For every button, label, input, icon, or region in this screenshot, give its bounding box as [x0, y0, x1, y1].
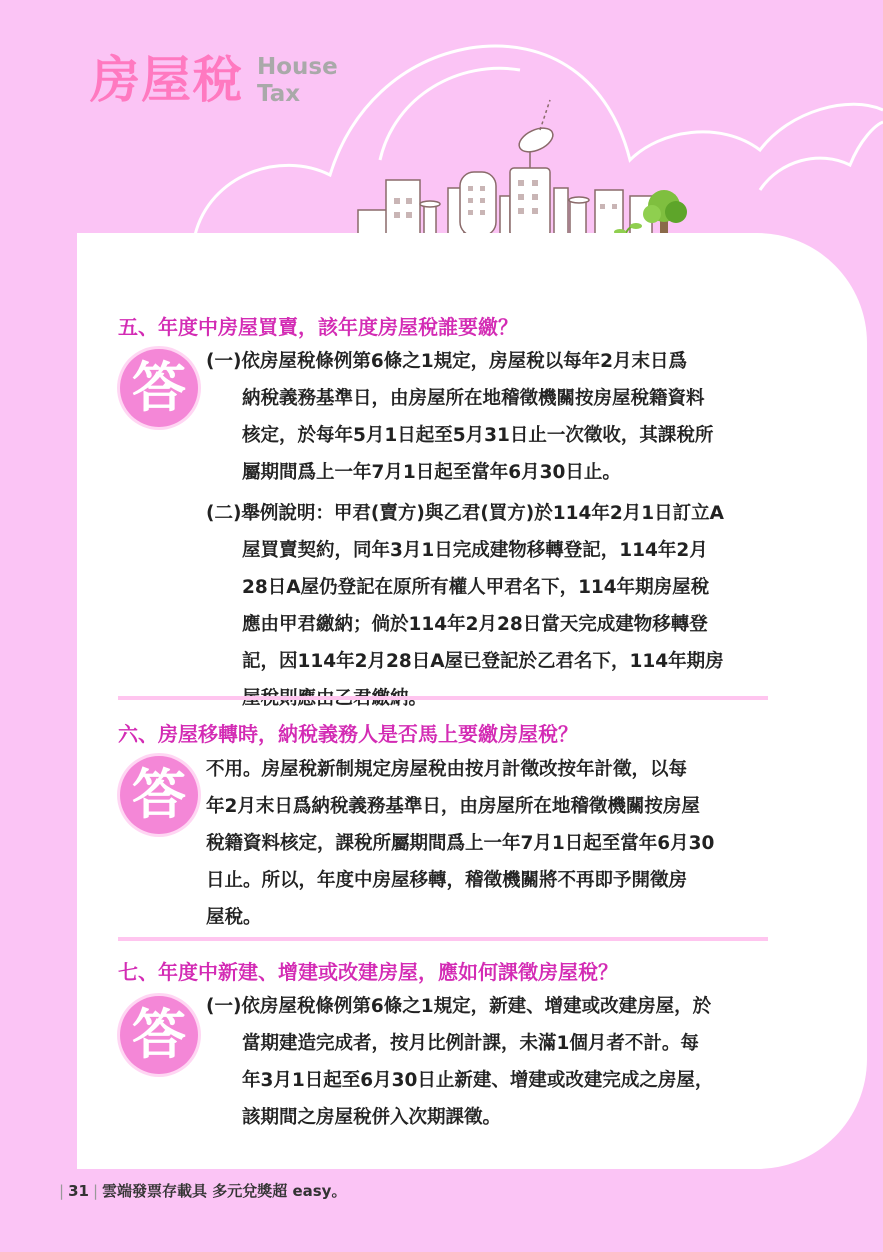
answer-line: 核定，於每年5月1日起至5月31日止一次徵收，其課稅所 [242, 425, 714, 446]
answer-label: 答 [132, 1003, 186, 1066]
answer-line: 年3月1日起至6月30日止新建、增建或改建完成之房屋， [242, 1070, 714, 1091]
faq-section-7 [118, 958, 768, 1128]
answer-line: 28日A屋仍登記在原所有權人甲君名下，114年期房屋稅 [242, 577, 710, 598]
answer-text [206, 343, 776, 717]
answer-line: 日止。所以，年度中房屋移轉，稽徵機關將不再即予開徵房 [206, 870, 688, 891]
answer-line: 屋稅。 [206, 907, 262, 928]
faq-section-6 [118, 720, 768, 928]
answer-line: 年2月末日爲納稅義務基準日，由房屋所在地稽徵機關按房屋 [206, 796, 700, 817]
page-number: 31 [68, 1182, 89, 1200]
question-title: 七、年度中新建、增建或改建房屋，應如何課徵房屋稅？ [118, 960, 618, 984]
title-en-line1: House [257, 54, 338, 80]
answer-line: (一)依房屋稅條例第6條之1規定，房屋稅以每年2月末日爲 [206, 351, 688, 372]
page-title: 房屋稅 [90, 51, 243, 109]
city-skyline-illustration [0, 0, 883, 260]
question-title: 六、房屋移轉時，納稅義務人是否馬上要繳房屋稅？ [118, 722, 578, 746]
footer-caption: 雲端發票存載具 多元兌獎超 easy。 [102, 1182, 347, 1200]
question-title: 五、年度中房屋買賣，該年度房屋稅誰要繳？ [118, 315, 518, 339]
answer-item-2 [206, 495, 776, 717]
answer-item-1 [206, 343, 776, 491]
footer-separator: | [92, 1182, 98, 1200]
answer-badge [120, 996, 198, 1074]
footer-separator: | [59, 1182, 65, 1200]
answer-line: 當期建造完成者，按月比例計課，未滿1個月者不計。每 [242, 1033, 699, 1054]
answer-text [206, 751, 776, 936]
answer-line: 記，因114年2月28日A屋已登記於乙君名下，114年期房 [242, 651, 724, 672]
answer-badge [120, 756, 198, 834]
answer-line: (一)依房屋稅條例第6條之1規定，新建、增建或改建房屋，於 [206, 996, 712, 1017]
answer-line: 納稅義務基準日，由房屋所在地稽徵機關按房屋稅籍資料 [242, 388, 705, 409]
answer-line: 該期間之房屋稅併入次期課徵。 [242, 1107, 502, 1128]
answer-line: (二)舉例說明：甲君(賣方)與乙君(買方)於114年2月1日訂立A [206, 503, 724, 524]
faq-section-5 [118, 313, 768, 672]
answer-text [206, 988, 776, 1136]
answer-label: 答 [132, 763, 186, 826]
answer-label: 答 [132, 356, 186, 419]
answer-item-1 [206, 988, 776, 1136]
answer-line: 屬期間爲上一年7月1日起至當年6月30日止。 [242, 462, 621, 483]
answer-badge [120, 349, 198, 427]
answer-line: 稅籍資料核定，課稅所屬期間爲上一年7月1日起至當年6月30 [206, 833, 715, 854]
answer-line: 應由甲君繳納；倘於114年2月28日當天完成建物移轉登 [242, 614, 708, 635]
page-footer [55, 1180, 346, 1201]
answer-line: 屋買賣契約，同年3月1日完成建物移轉登記，114年2月 [242, 540, 708, 561]
section-divider [118, 937, 768, 941]
answer-item-1 [206, 751, 776, 936]
page-title-english [257, 54, 338, 108]
section-divider [118, 696, 768, 700]
title-en-line2: Tax [257, 81, 301, 107]
answer-line: 不用。房屋稅新制規定房屋稅由按月計徵改按年計徵，以每 [206, 759, 688, 780]
